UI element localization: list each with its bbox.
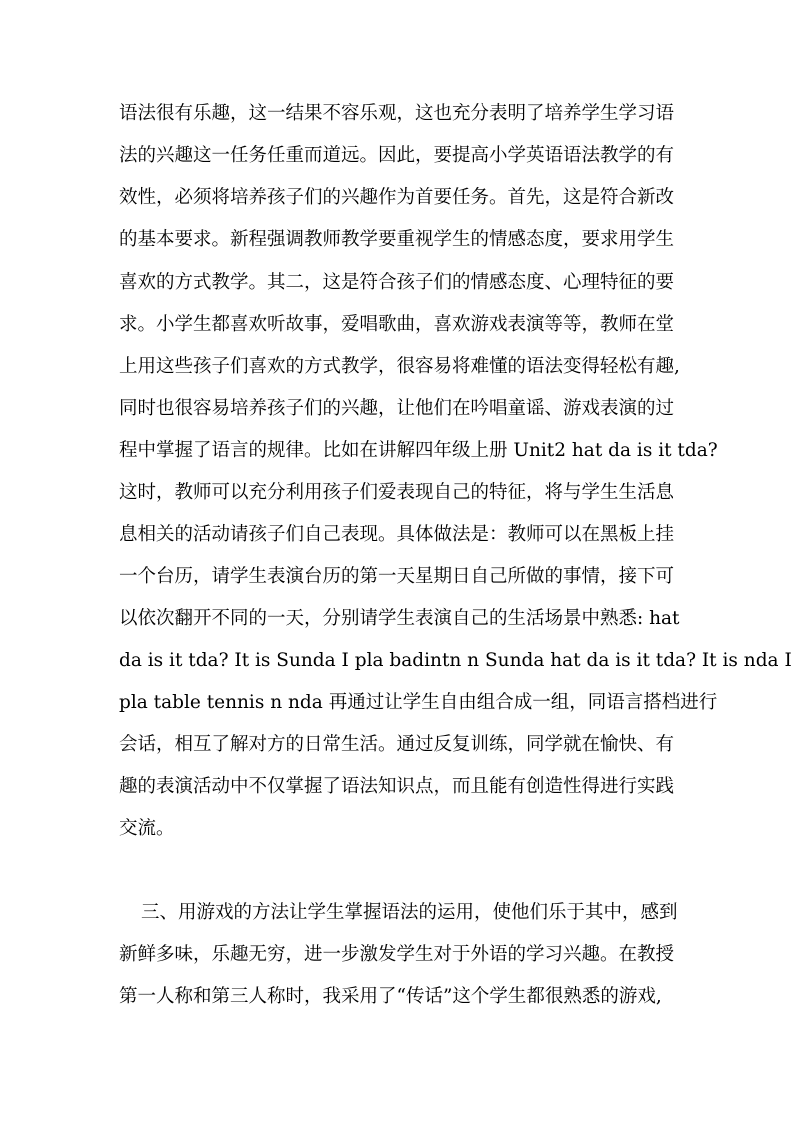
text-line: 上用这些孩子们喜欢的方式教学，很容易将难懂的语法变得轻松有趣,: [119, 356, 680, 377]
text-line: 会话，相互了解对方的日常生活。通过反复训练，同学就在愉快、有: [119, 734, 675, 755]
text-line: 第一人称和第三人称时，我采用了“传话”这个学生都很熟悉的游戏,: [119, 986, 662, 1007]
text-line: 息相关的活动请孩子们自己表现。具体做法是：教师可以在黑板上挂: [119, 524, 675, 545]
text-line: da is it tda? It is Sunda I pla badintn n Sunda hat da is it tda? It is nda I: [119, 650, 792, 671]
text-line: 语法很有乐趣，这一结果不容乐观，这也充分表明了培养学生学习语: [119, 103, 675, 124]
text-line: 同时也很容易培养孩子们的兴趣，让他们在吟唱童谣、游戏表演的过: [119, 398, 675, 419]
text-line: 法的兴趣这一任务任重而道远。因此，要提高小学英语语法教学的有: [119, 145, 675, 166]
text-line: 求。小学生都喜欢听故事，爱唱歌曲，喜欢游戏表演等等，教师在堂: [119, 314, 675, 335]
text-line: 这时，教师可以充分利用孩子们爱表现自己的特征，将与学生生活息: [119, 482, 675, 503]
text-line: 喜欢的方式教学。其二，这是符合孩子们的情感态度、心理特征的要: [119, 272, 675, 293]
text-line: 效性，必须将培养孩子们的兴趣作为首要任务。首先，这是符合新改: [119, 187, 675, 208]
text-line: 一个台历，请学生表演台历的第一天星期日自己所做的事情，接下可: [119, 566, 675, 587]
text-line: 交流。: [119, 818, 175, 839]
text-line: 趣的表演活动中不仅掌握了语法知识点，而且能有创造性得进行实践: [119, 776, 675, 797]
text-line: 新鲜多味，乐趣无穷，进一步激发学生对于外语的学习兴趣。在教授: [119, 944, 675, 965]
text-line: 程中掌握了语言的规律。比如在讲解四年级上册 Unit2 hat da is it tda?: [119, 440, 718, 461]
text-line: 以依次翻开不同的一天，分别请学生表演自己的生活场景中熟悉: hat: [119, 608, 680, 629]
text-line: 的基本要求。新程强调教师教学要重视学生的情感态度，要求用学生: [119, 229, 675, 250]
text-line: 三、用游戏的方法让学生掌握语法的运用，使他们乐于其中，感到: [141, 902, 678, 923]
text-line: pla table tennis n nda 再通过让学生自由组合成一组，同语言搭档进行: [119, 692, 718, 713]
